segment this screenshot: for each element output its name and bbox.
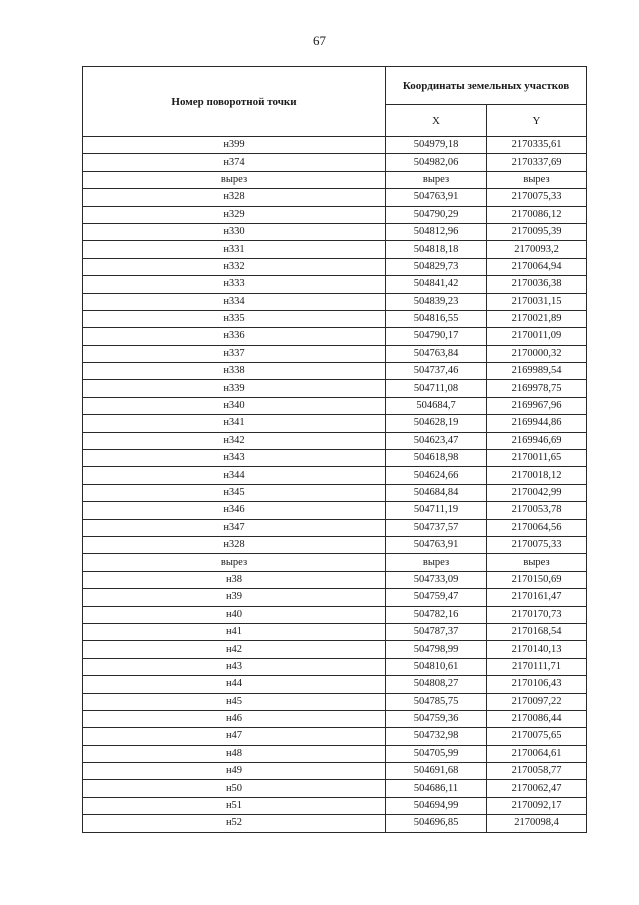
cell-x: 504623,47 [386, 432, 487, 449]
cell-y: 2170018,12 [487, 467, 587, 484]
cell-y: 2170011,09 [487, 328, 587, 345]
cell-x: 504624,66 [386, 467, 487, 484]
cell-y: 2170064,56 [487, 519, 587, 536]
cell-y: 2170140,13 [487, 641, 587, 658]
table-row [83, 397, 587, 414]
cell-point: н335 [83, 310, 386, 327]
table-row [83, 189, 587, 206]
cell-x: 504816,55 [386, 310, 487, 327]
table-row [83, 328, 587, 345]
table-row [83, 345, 587, 362]
cell-y: 2170092,17 [487, 797, 587, 814]
table-row [83, 606, 587, 623]
cell-y: 2170062,47 [487, 780, 587, 797]
cell-y: 2170150,69 [487, 571, 587, 588]
cell-y: 2170064,94 [487, 258, 587, 275]
table-row [83, 415, 587, 432]
cell-y: 2170086,12 [487, 206, 587, 223]
cell-x: 504787,37 [386, 623, 487, 640]
cell-point: н334 [83, 293, 386, 310]
table-row [83, 676, 587, 693]
cell-point: н336 [83, 328, 386, 345]
table-row [83, 728, 587, 745]
cell-y: 2170053,78 [487, 502, 587, 519]
cell-point: н346 [83, 502, 386, 519]
cell-y: 2170042,99 [487, 484, 587, 501]
cell-y: 2170106,43 [487, 676, 587, 693]
cell-y: 2170095,39 [487, 223, 587, 240]
cell-x: 504810,61 [386, 658, 487, 675]
cell-x: 504982,06 [386, 154, 487, 171]
cell-y: 2170075,33 [487, 189, 587, 206]
cell-point: н333 [83, 276, 386, 293]
table-row [83, 589, 587, 606]
cell-point: н41 [83, 623, 386, 640]
cell-y: 2170168,54 [487, 623, 587, 640]
cell-x: 504691,68 [386, 763, 487, 780]
cell-point: н332 [83, 258, 386, 275]
cell-y: 2170031,15 [487, 293, 587, 310]
cell-point: н328 [83, 189, 386, 206]
table-row [83, 484, 587, 501]
cell-point: н39 [83, 589, 386, 606]
cell-point: н42 [83, 641, 386, 658]
cell-y: 2170021,89 [487, 310, 587, 327]
cell-x: 504732,98 [386, 728, 487, 745]
cell-y: 2170011,65 [487, 450, 587, 467]
cell-y: 2170064,61 [487, 745, 587, 762]
cell-point: вырез [83, 554, 386, 571]
cell-point: н51 [83, 797, 386, 814]
cell-x: 504694,99 [386, 797, 487, 814]
cell-x: 504686,11 [386, 780, 487, 797]
cell-y: 2169946,69 [487, 432, 587, 449]
cell-x: 504841,42 [386, 276, 487, 293]
cell-point: н342 [83, 432, 386, 449]
cell-y: 2170086,44 [487, 710, 587, 727]
cell-point: н47 [83, 728, 386, 745]
coordinates-table [82, 66, 587, 833]
cell-x: 504711,19 [386, 502, 487, 519]
cell-y: 2170058,77 [487, 763, 587, 780]
table-row [83, 241, 587, 258]
table-row [83, 693, 587, 710]
table-row [83, 745, 587, 762]
cell-x: 504684,84 [386, 484, 487, 501]
cell-x: 504808,27 [386, 676, 487, 693]
cell-y: 2170075,65 [487, 728, 587, 745]
cell-x: 504979,18 [386, 137, 487, 154]
cell-x: 504759,47 [386, 589, 487, 606]
cell-x: 504790,17 [386, 328, 487, 345]
cell-y: вырез [487, 554, 587, 571]
table-row [83, 502, 587, 519]
cell-x: 504785,75 [386, 693, 487, 710]
cell-x: 504798,99 [386, 641, 487, 658]
cell-point: н339 [83, 380, 386, 397]
cell-point: н52 [83, 815, 386, 832]
cell-y: 2170161,47 [487, 589, 587, 606]
cell-x: 504705,99 [386, 745, 487, 762]
cell-y: 2169989,54 [487, 363, 587, 380]
cell-x: 504763,84 [386, 345, 487, 362]
cell-point: н44 [83, 676, 386, 693]
cell-point: н49 [83, 763, 386, 780]
cell-point: н40 [83, 606, 386, 623]
cell-point: вырез [83, 171, 386, 188]
table-row [83, 571, 587, 588]
table-row [83, 554, 587, 571]
cell-x: 504839,23 [386, 293, 487, 310]
table-row [83, 519, 587, 536]
cell-point: н337 [83, 345, 386, 362]
cell-point: н345 [83, 484, 386, 501]
cell-point: н329 [83, 206, 386, 223]
table-row [83, 815, 587, 832]
cell-y: 2170097,22 [487, 693, 587, 710]
cell-y: 2170098,4 [487, 815, 587, 832]
table-row [83, 171, 587, 188]
header-coordinates: Координаты земельных участков [386, 67, 587, 105]
cell-y: 2170093,2 [487, 241, 587, 258]
cell-x: 504790,29 [386, 206, 487, 223]
cell-y: вырез [487, 171, 587, 188]
cell-y: 2170075,33 [487, 536, 587, 553]
cell-point: н46 [83, 710, 386, 727]
table-row [83, 154, 587, 171]
table-row [83, 276, 587, 293]
cell-point: н38 [83, 571, 386, 588]
table-row [83, 432, 587, 449]
cell-x: вырез [386, 171, 487, 188]
cell-y: 2169967,96 [487, 397, 587, 414]
cell-x: 504763,91 [386, 536, 487, 553]
table-row [83, 450, 587, 467]
table-row [83, 623, 587, 640]
table-body [83, 137, 587, 833]
table-row [83, 363, 587, 380]
table-row [83, 206, 587, 223]
cell-point: н48 [83, 745, 386, 762]
cell-point: н45 [83, 693, 386, 710]
cell-y: 2170170,73 [487, 606, 587, 623]
cell-x: 504759,36 [386, 710, 487, 727]
cell-point: н328 [83, 536, 386, 553]
cell-y: 2170111,71 [487, 658, 587, 675]
table-row [83, 310, 587, 327]
cell-point: н343 [83, 450, 386, 467]
cell-y: 2170335,61 [487, 137, 587, 154]
table-row [83, 467, 587, 484]
table-row [83, 710, 587, 727]
cell-x: 504829,73 [386, 258, 487, 275]
table-row [83, 258, 587, 275]
page-number: 67 [313, 33, 326, 48]
header-x: X [386, 105, 487, 137]
cell-x: 504812,96 [386, 223, 487, 240]
table-row [83, 763, 587, 780]
table-row [83, 658, 587, 675]
cell-x: 504696,85 [386, 815, 487, 832]
cell-x: 504763,91 [386, 189, 487, 206]
table-row [83, 797, 587, 814]
cell-x: 504684,7 [386, 397, 487, 414]
cell-x: вырез [386, 554, 487, 571]
cell-point: н341 [83, 415, 386, 432]
cell-x: 504818,18 [386, 241, 487, 258]
cell-x: 504711,08 [386, 380, 487, 397]
cell-x: 504618,98 [386, 450, 487, 467]
cell-point: н374 [83, 154, 386, 171]
header-y: Y [487, 105, 587, 137]
cell-x: 504628,19 [386, 415, 487, 432]
cell-y: 2169944,86 [487, 415, 587, 432]
table-row [83, 293, 587, 310]
table-row [83, 380, 587, 397]
cell-point: н340 [83, 397, 386, 414]
cell-point: н399 [83, 137, 386, 154]
cell-point: н43 [83, 658, 386, 675]
cell-y: 2170337,69 [487, 154, 587, 171]
cell-point: н347 [83, 519, 386, 536]
cell-point: н330 [83, 223, 386, 240]
cell-point: н331 [83, 241, 386, 258]
table-row [83, 641, 587, 658]
cell-point: н50 [83, 780, 386, 797]
table-row [83, 223, 587, 240]
table-row [83, 536, 587, 553]
header-point-number: Номер поворотной точки [83, 67, 386, 137]
cell-x: 504737,46 [386, 363, 487, 380]
cell-point: н338 [83, 363, 386, 380]
cell-x: 504782,16 [386, 606, 487, 623]
cell-y: 2169978,75 [487, 380, 587, 397]
cell-y: 2170036,38 [487, 276, 587, 293]
cell-y: 2170000,32 [487, 345, 587, 362]
cell-x: 504737,57 [386, 519, 487, 536]
cell-point: н344 [83, 467, 386, 484]
cell-x: 504733,09 [386, 571, 487, 588]
table-row [83, 780, 587, 797]
table-row [83, 137, 587, 154]
